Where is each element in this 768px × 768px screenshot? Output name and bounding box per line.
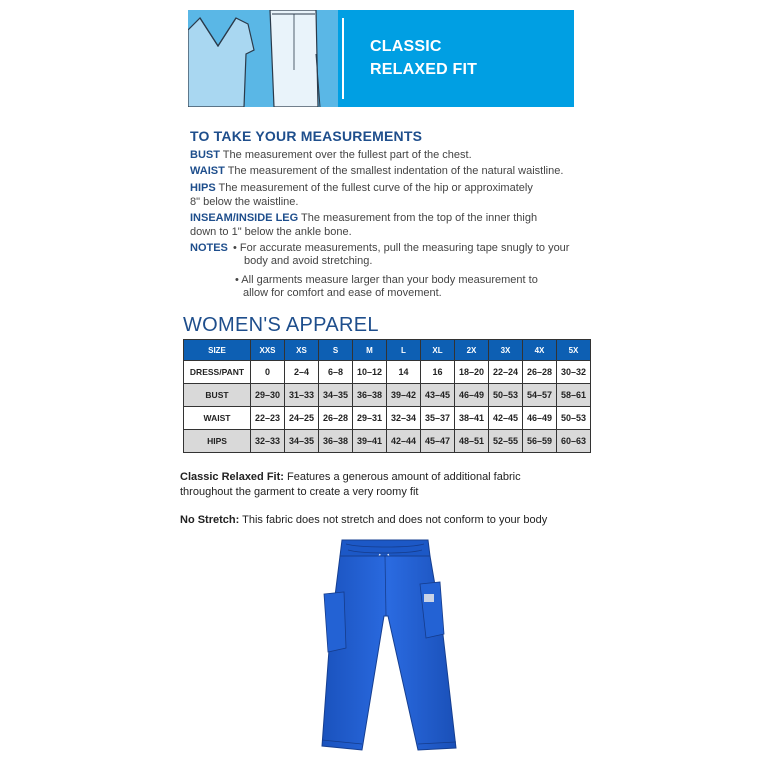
table-row (184, 361, 591, 384)
apparel-title: WOMEN'S APPAREL (183, 314, 379, 336)
bust-term: BUST (190, 149, 220, 161)
hips-definition-line1 (190, 181, 533, 195)
fit-description-line2: throughout the garment to create a very roomy fit (180, 486, 419, 498)
header-cell: 3X (489, 340, 523, 361)
table-cell: 46–49 (455, 384, 489, 407)
table-cell: 32–33 (251, 430, 285, 453)
banner-title-line2: RELAXED FIT (370, 61, 478, 78)
table-cell: 34–35 (285, 430, 319, 453)
row-label: BUST (184, 384, 251, 407)
table-cell: 54–57 (523, 384, 557, 407)
table-cell: 39–42 (387, 384, 421, 407)
inseam-definition-line1 (190, 211, 537, 225)
table-cell: 43–45 (421, 384, 455, 407)
table-cell: 50–53 (489, 384, 523, 407)
table-cell: 42–44 (387, 430, 421, 453)
note1-line2: body and avoid stretching. (244, 255, 373, 267)
table-cell: 24–25 (285, 407, 319, 430)
table-row (184, 384, 591, 407)
table-cell: 30–32 (557, 361, 591, 384)
table-cell: 18–20 (455, 361, 489, 384)
pants-icon (300, 536, 470, 760)
table-cell: 34–35 (319, 384, 353, 407)
fit-description-line1 (180, 470, 521, 485)
table-cell: 26–28 (319, 407, 353, 430)
table-cell: 32–34 (387, 407, 421, 430)
table-cell: 14 (387, 361, 421, 384)
note1-line1: • For accurate measurements, pull the measuring tape snugly to your (233, 242, 570, 254)
stretch-description (180, 513, 547, 528)
bust-text: The measurement over the fullest part of the chest. (219, 149, 472, 161)
banner (188, 10, 574, 107)
table-cell: 45–47 (421, 430, 455, 453)
table-cell: 35–37 (421, 407, 455, 430)
table-cell: 48–51 (455, 430, 489, 453)
inseam-definition-line2: down to 1" below the ankle bone. (190, 226, 352, 238)
table-cell: 52–55 (489, 430, 523, 453)
table-cell: 16 (421, 361, 455, 384)
bust-definition (190, 148, 472, 162)
hips-term: HIPS (190, 182, 216, 194)
table-cell: 22–24 (489, 361, 523, 384)
table-cell: 26–28 (523, 361, 557, 384)
table-cell: 31–33 (285, 384, 319, 407)
table-cell: 6–8 (319, 361, 353, 384)
table-cell: 0 (251, 361, 285, 384)
waist-text: The measurement of the smallest indentation of the natural waistline. (224, 165, 564, 177)
measurements-heading: TO TAKE YOUR MEASUREMENTS (190, 128, 423, 144)
table-cell: 60–63 (557, 430, 591, 453)
header-cell: 2X (455, 340, 489, 361)
fit-text: Features a generous amount of additional fabric (283, 471, 521, 483)
table-cell: 58–61 (557, 384, 591, 407)
header-cell: L (387, 340, 421, 361)
stretch-text: This fabric does not stretch and does not conform to your body (239, 514, 548, 526)
row-label: DRESS/PANT (184, 361, 251, 384)
hips-text: The measurement of the fullest curve of the hip or approximately (215, 182, 533, 194)
header-cell: M (353, 340, 387, 361)
table-cell: 50–53 (557, 407, 591, 430)
note2-line2: allow for comfort and ease of movement. (243, 287, 442, 299)
waist-term: WAIST (190, 165, 225, 177)
table-cell: 2–4 (285, 361, 319, 384)
table-cell: 22–23 (251, 407, 285, 430)
size-chart-table (183, 339, 591, 453)
header-cell: XXS (251, 340, 285, 361)
notes-term: NOTES (190, 242, 228, 254)
banner-divider (342, 18, 344, 99)
table-cell: 39–41 (353, 430, 387, 453)
table-cell: 29–30 (251, 384, 285, 407)
header-cell: XL (421, 340, 455, 361)
inseam-text: The measurement from the top of the inner thigh (298, 212, 538, 224)
table-cell: 42–45 (489, 407, 523, 430)
header-cell: SIZE (184, 340, 251, 361)
table-row (184, 407, 591, 430)
table-cell: 56–59 (523, 430, 557, 453)
row-label: WAIST (184, 407, 251, 430)
table-cell: 36–38 (319, 430, 353, 453)
header-cell: 5X (557, 340, 591, 361)
header-cell: S (319, 340, 353, 361)
note2-line1: • All garments measure larger than your body measurement to (235, 274, 538, 286)
row-label: HIPS (184, 430, 251, 453)
table-cell: 46–49 (523, 407, 557, 430)
size-header-row (184, 340, 591, 361)
header-cell: 4X (523, 340, 557, 361)
waist-definition (190, 164, 563, 178)
fit-term: Classic Relaxed Fit: (180, 471, 284, 483)
stretch-term: No Stretch: (180, 514, 240, 526)
table-cell: 36–38 (353, 384, 387, 407)
table-cell: 38–41 (455, 407, 489, 430)
garment-sketch-icon (188, 10, 338, 107)
hips-definition-line2: 8" below the waistline. (190, 196, 299, 208)
table-cell: 10–12 (353, 361, 387, 384)
banner-title-line1: CLASSIC (370, 38, 442, 55)
header-cell: XS (285, 340, 319, 361)
table-cell: 29–31 (353, 407, 387, 430)
table-row (184, 430, 591, 453)
inseam-term: INSEAM/INSIDE LEG (190, 212, 299, 224)
